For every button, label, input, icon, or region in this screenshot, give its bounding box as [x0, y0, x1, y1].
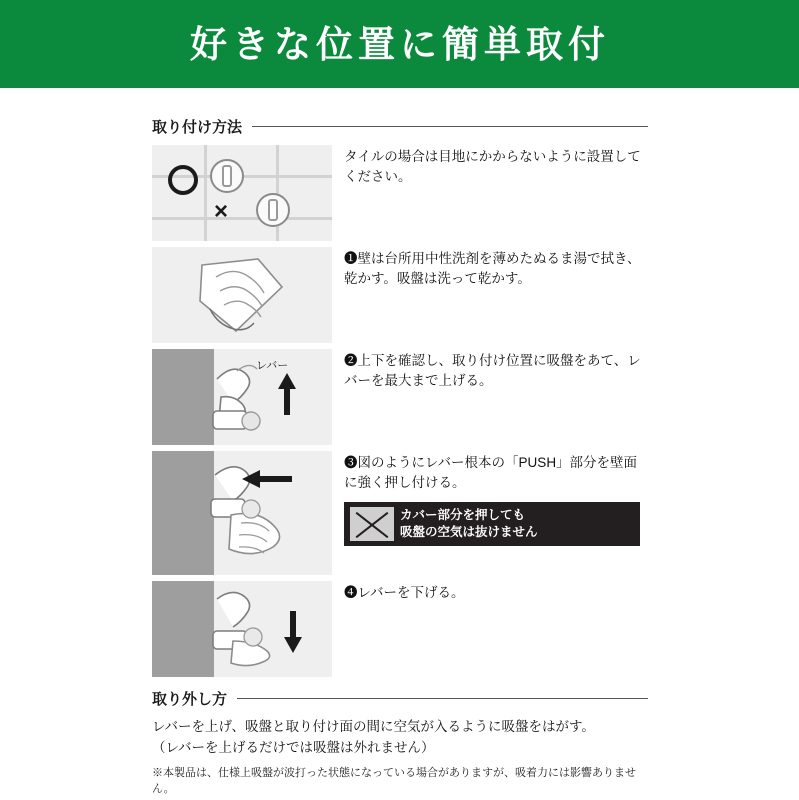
step-row	[152, 247, 648, 343]
lever-label: レバー	[256, 360, 289, 372]
step-text: ❸図のようにレバー根本の「PUSH」部分を壁面に強く押し付ける。	[344, 455, 638, 491]
hand-icon	[196, 257, 288, 335]
arrow-down-icon	[282, 609, 304, 660]
heading-rule	[237, 698, 648, 699]
step-text: ❶壁は台所用中性洗剤を薄めたぬるま湯で拭き、乾かす。吸盤は洗って乾かす。	[344, 251, 641, 287]
warning-callout	[344, 502, 640, 546]
installation-heading	[152, 116, 648, 137]
heading-rule	[252, 126, 648, 127]
removal-section	[152, 688, 648, 798]
hand-wiping-wall-diagram	[152, 247, 332, 343]
page-content	[0, 88, 799, 800]
step-text: ❹レバーを下げる。	[344, 585, 465, 600]
removal-heading-text: 取り外し方	[152, 691, 228, 708]
lever-up-diagram	[152, 349, 332, 445]
push-to-wall-diagram	[152, 451, 332, 575]
warning-line-1: カバー部分を押しても	[400, 507, 526, 522]
ok-mark-icon	[168, 165, 198, 195]
lever-down-diagram	[152, 581, 332, 677]
page-title: 好きな位置に簡単取付	[190, 23, 610, 65]
suction-cup-icon	[256, 193, 290, 227]
installation-heading-text: 取り付け方法	[152, 119, 243, 136]
step-row	[152, 451, 648, 575]
removal-note: ※本製品は、仕様上吸盤が波打った状態になっている場合がありますが、吸着力には影響ありません。	[152, 766, 636, 796]
hook-lever-illustration	[207, 585, 287, 677]
grid-line	[204, 145, 207, 241]
arrow-left-icon	[240, 469, 294, 494]
step-text: タイルの場合は目地にかからないように設置してください。	[344, 149, 641, 185]
step-text: ❷上下を確認し、取り付け位置に吸盤をあて、レバーを最大まで上げる。	[344, 353, 641, 389]
suction-cup-icon	[210, 159, 244, 193]
wall-surface	[152, 581, 214, 677]
step-row	[152, 145, 648, 241]
no-press-cover-icon	[350, 507, 394, 541]
arrow-up-icon	[276, 371, 298, 422]
header-banner	[0, 0, 799, 88]
warning-line-2: 吸盤の空気は抜けません	[400, 524, 538, 539]
tile-grid-diagram	[152, 145, 332, 241]
wall-surface	[152, 451, 214, 575]
removal-line-2: （レバーを上げるだけでは吸盤は外れません）	[152, 739, 435, 755]
removal-heading	[152, 688, 648, 709]
grid-line	[152, 217, 332, 220]
step-row	[152, 581, 648, 677]
step-3-body	[344, 451, 648, 546]
warning-text	[400, 507, 544, 541]
ng-mark-icon: ×	[213, 198, 228, 225]
removal-line-1: レバーを上げ、吸盤と取り付け面の間に空気が入るように吸盤をはがす。	[152, 719, 595, 734]
step-row	[152, 349, 648, 445]
wall-surface	[152, 349, 214, 445]
installation-section	[152, 116, 648, 683]
